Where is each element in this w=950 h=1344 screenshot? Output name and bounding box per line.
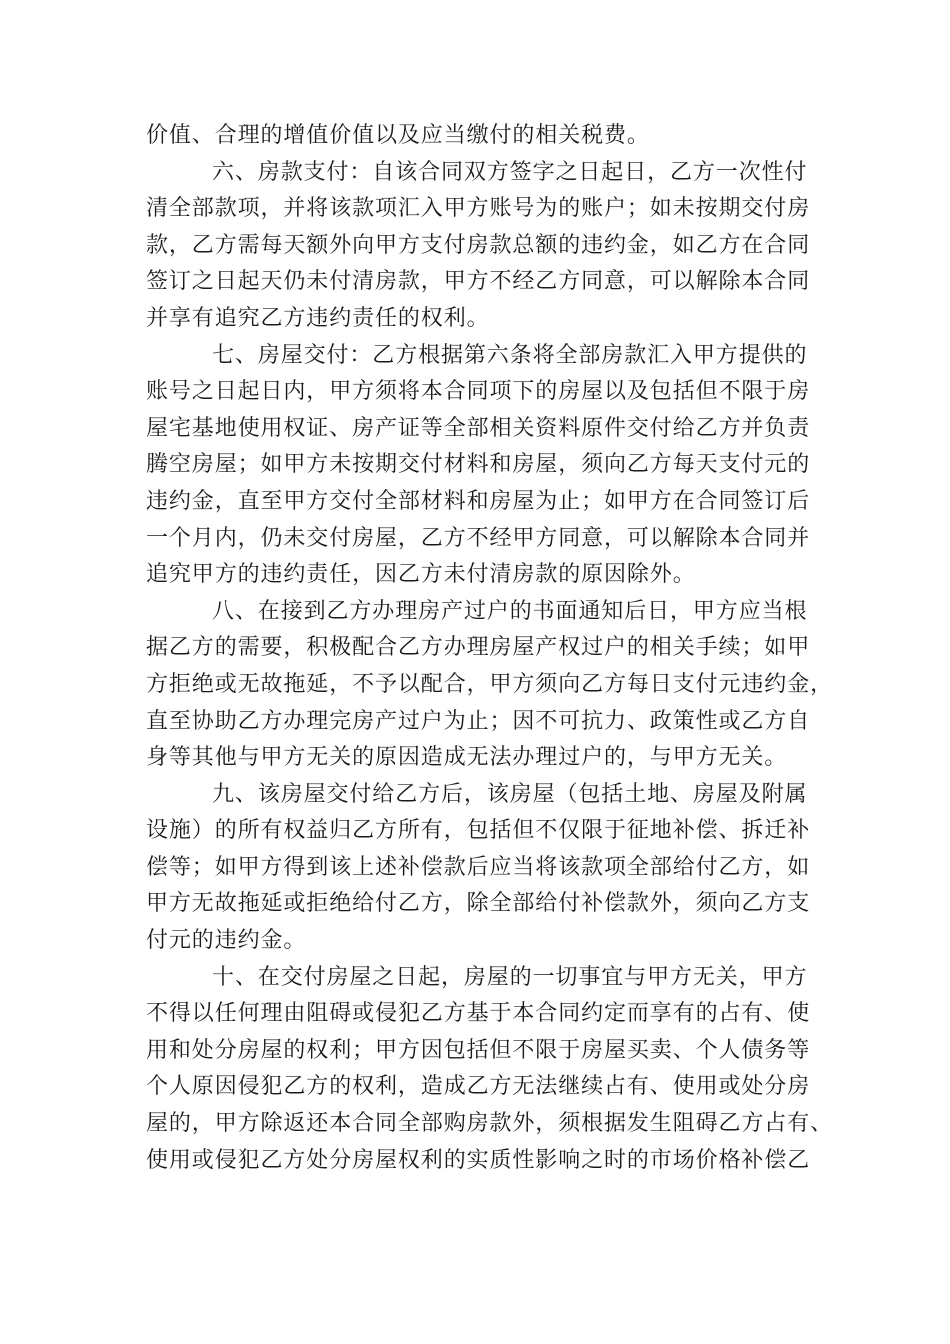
text-line: 用和处分房屋的权利；甲方因包括但不限于房屋买卖、个人债务等 [146,1037,811,1063]
clause-8-heading-line: 八、在接到乙方办理房产过户的书面通知后日，甲方应当根 [212,598,808,624]
text-line: 直至协助乙方办理完房产过户为止；因不可抗力、政策性或乙方自 [146,708,811,734]
text-line: 并享有追究乙方违约责任的权利。 [146,305,490,331]
text-line: 身等其他与甲方无关的原因造成无法办理过户的，与甲方无关。 [146,745,788,771]
text-line: 甲方无故拖延或拒绝给付乙方，除全部给付补偿款外，须向乙方支 [146,891,811,917]
text-line: 签订之日起天仍未付清房款，甲方不经乙方同意，可以解除本合同 [146,269,811,295]
text-line: 屋的，甲方除返还本合同全部购房款外，须根据发生阻碍乙方占有、 [146,1111,834,1137]
text-line: 方拒绝或无故拖延，不予以配合，甲方须向乙方每日支付元违约金， [146,671,834,697]
text-line: 追究甲方的违约责任，因乙方未付清房款的原因除外。 [146,562,696,588]
clause-7-heading-line: 七、房屋交付：乙方根据第六条将全部房款汇入甲方提供的 [212,342,808,368]
text-line: 腾空房屋；如甲方未按期交付材料和房屋，须向乙方每天支付元的 [146,452,811,478]
text-line: 清全部款项，并将该款项汇入甲方账号为的账户；如未按期交付房 [146,196,811,222]
text-line: 屋宅基地使用权证、房产证等全部相关资料原件交付给乙方并负责 [146,415,811,441]
clause-9-heading-line: 九、该房屋交付给乙方后，该房屋（包括土地、房屋及附属 [212,781,808,807]
text-line: 违约金，直至甲方交付全部材料和房屋为止；如甲方在合同签订后 [146,488,811,514]
text-line: 不得以任何理由阻碍或侵犯乙方基于本合同约定而享有的占有、使 [146,1001,811,1027]
text-line: 个人原因侵犯乙方的权利，造成乙方无法继续占有、使用或处分房 [146,1074,811,1100]
text-line: 款，乙方需每天额外向甲方支付房款总额的违约金，如乙方在合同 [146,232,811,258]
text-line: 使用或侵犯乙方处分房屋权利的实质性影响之时的市场价格补偿乙 [146,1147,811,1173]
clause-10-heading-line: 十、在交付房屋之日起，房屋的一切事宜与甲方无关，甲方 [212,964,808,990]
text-line: 偿等；如甲方得到该上述补偿款后应当将该款项全部给付乙方，如 [146,854,811,880]
clause-6-heading-line: 六、房款支付：自该合同双方签字之日起日，乙方一次性付 [212,159,808,185]
text-line: 付元的违约金。 [146,928,307,954]
text-line: 账号之日起日内，甲方须将本合同项下的房屋以及包括但不限于房 [146,379,811,405]
text-line: 价值、合理的增值价值以及应当缴付的相关税费。 [146,123,650,148]
text-line: 设施）的所有权益归乙方所有，包括但不仅限于征地补偿、拆迁补 [146,818,811,844]
text-line: 一个月内，仍未交付房屋，乙方不经甲方同意，可以解除本合同并 [146,525,811,551]
text-line: 据乙方的需要，积极配合乙方办理房屋产权过户的相关手续；如甲 [146,635,811,661]
contract-body [146,118,834,1179]
